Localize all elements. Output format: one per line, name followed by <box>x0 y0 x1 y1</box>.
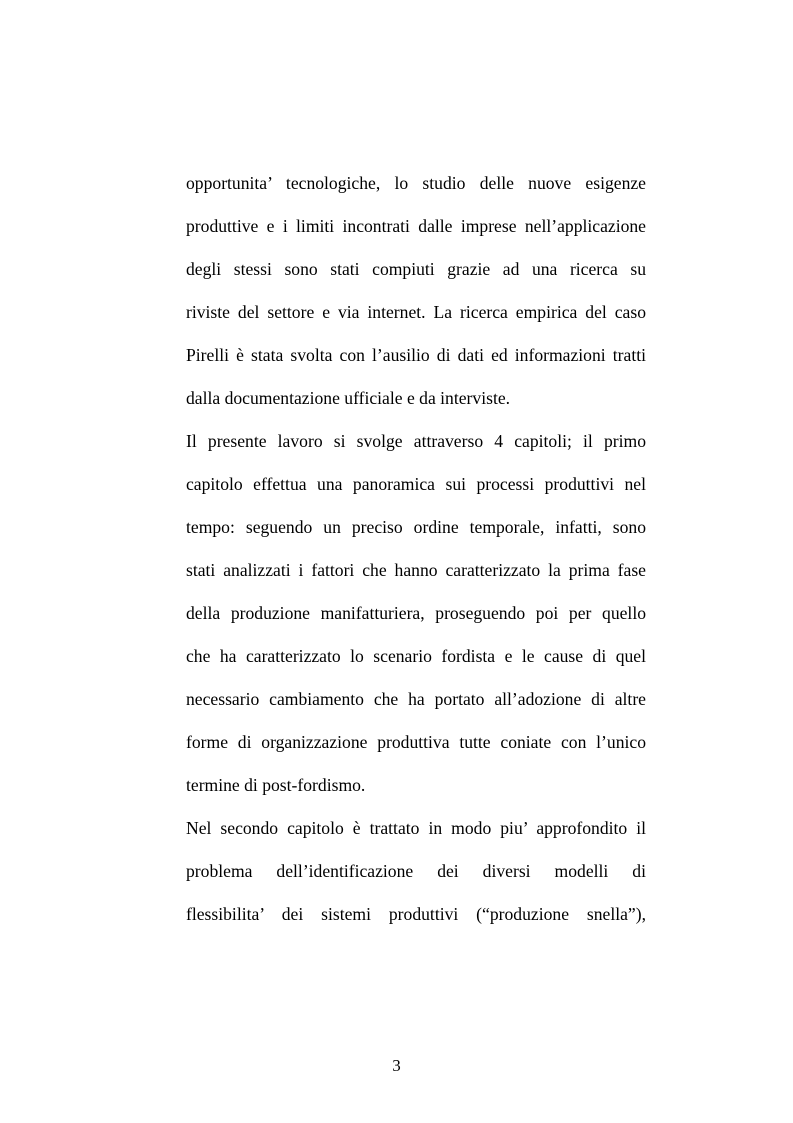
text-line: forme di organizzazione produttiva tutte coniate con l’unico <box>186 732 646 752</box>
text-line: della produzione manifatturiera, proseguendo poi per quello <box>186 603 646 623</box>
text-line: che ha caratterizzato lo scenario fordista e le cause di quel <box>186 646 646 666</box>
text-line: termine di post-fordismo. <box>186 775 366 795</box>
text-line: flessibilita’ dei sistemi produttivi (“produzione snella”), <box>186 904 646 924</box>
text-line: Il presente lavoro si svolge attraverso 4 capitoli; il primo <box>186 431 646 451</box>
text-line: produttive e i limiti incontrati dalle imprese nell’applicazione <box>186 216 646 236</box>
text-line: dalla documentazione ufficiale e da interviste. <box>186 388 511 408</box>
text-line: capitolo effettua una panoramica sui processi produttivi nel <box>186 474 646 494</box>
text-line: Pirelli è stata svolta con l’ausilio di dati ed informazioni tratti <box>186 345 646 365</box>
text-line: degli stessi sono stati compiuti grazie ad una ricerca su <box>186 259 646 279</box>
text-line: Nel secondo capitolo è trattato in modo piu’ approfondito il <box>186 818 646 838</box>
text-line: riviste del settore e via internet. La ricerca empirica del caso <box>186 302 646 322</box>
text-line: necessario cambiamento che ha portato all’adozione di altre <box>186 689 646 709</box>
text-line: stati analizzati i fattori che hanno caratterizzato la prima fase <box>186 560 646 580</box>
text-line: opportunita’ tecnologiche, lo studio delle nuove esigenze <box>186 173 646 193</box>
page-number: 3 <box>392 1056 401 1075</box>
text-line: tempo: seguendo un preciso ordine temporale, infatti, sono <box>186 517 646 537</box>
body-text <box>186 166 646 940</box>
text-line: problema dell’identificazione dei diversi modelli di <box>186 861 646 881</box>
